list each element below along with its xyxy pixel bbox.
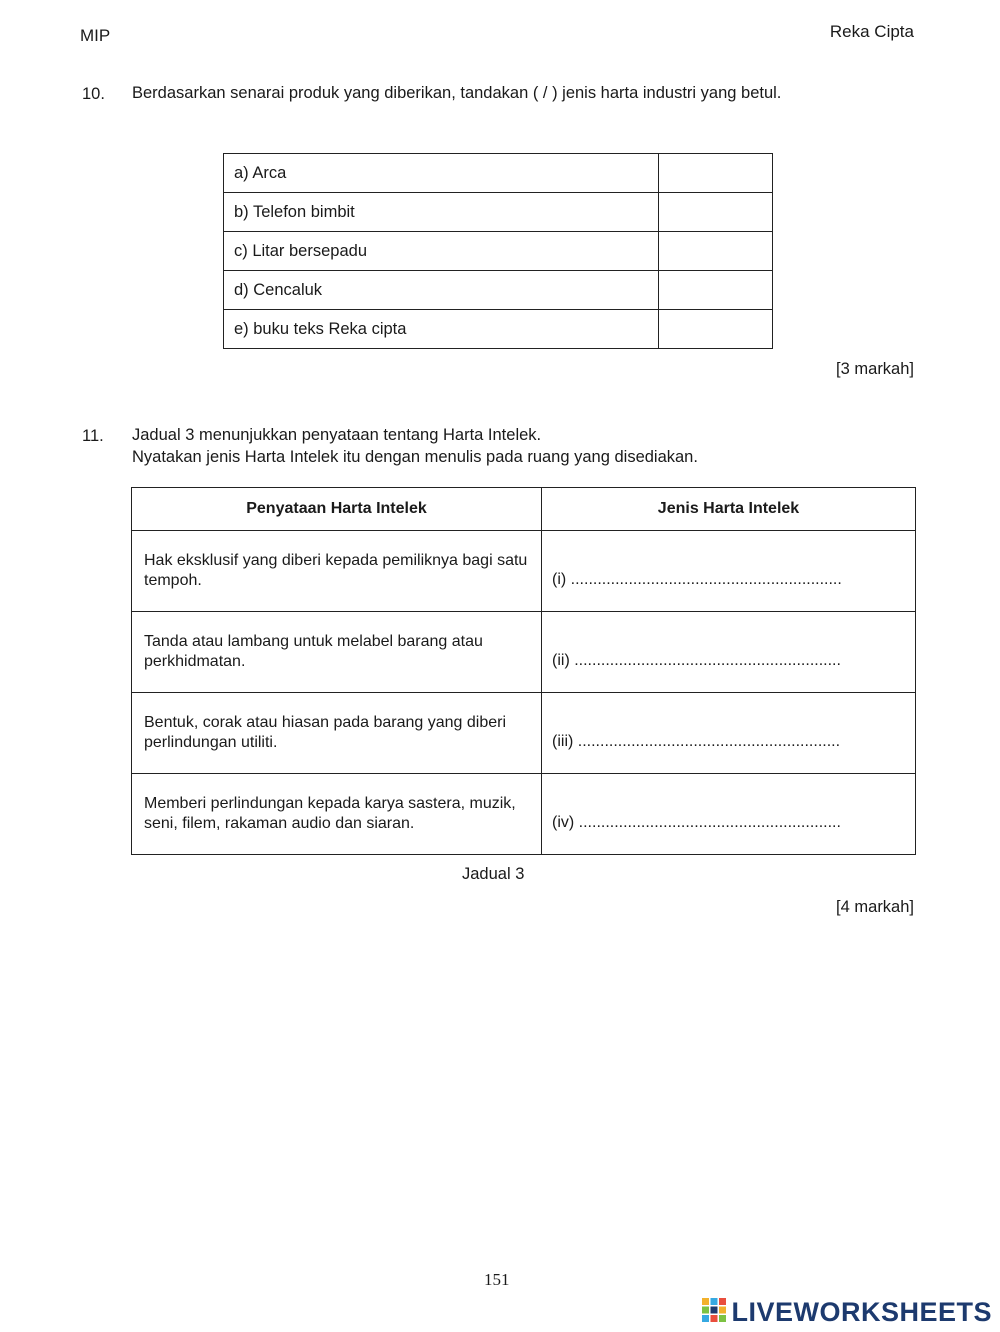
- table-row: [224, 154, 773, 193]
- table-row: [132, 531, 916, 612]
- page-number: 151: [484, 1270, 510, 1289]
- q11-line2: Nyatakan jenis Harta Intelek itu dengan menulis pada ruang yang disediakan.: [132, 448, 698, 466]
- q11-line1: Jadual 3 menunjukkan penyataan tentang Harta Intelek.: [132, 426, 542, 444]
- watermark-text: LIVEWORKSHEETS: [731, 1296, 992, 1327]
- answer-blank[interactable]: [542, 693, 916, 774]
- table-caption: Jadual 3: [462, 865, 525, 883]
- q10-item: b) Telefon bimbit: [224, 193, 659, 232]
- q10-answer-cell[interactable]: [659, 271, 773, 310]
- q11-table: [131, 487, 916, 855]
- answer-blank-label: (i) .............................................................: [552, 571, 842, 588]
- statement-cell: Hak eksklusif yang diberi kepada pemiliknya bagi satu tempoh.: [132, 531, 542, 612]
- answer-blank[interactable]: [542, 612, 916, 693]
- column-header-statement: Penyataan Harta Intelek: [132, 488, 542, 531]
- q10-marks: [3 markah]: [836, 360, 914, 378]
- header-right: Reka Cipta: [829, 22, 914, 41]
- answer-blank-label: (ii) ............................................................: [552, 652, 841, 669]
- answer-blank[interactable]: [542, 531, 916, 612]
- table-row: [224, 271, 773, 310]
- table-row: [224, 232, 773, 271]
- q10-item: a) Arca: [224, 154, 659, 193]
- q10-answer-cell[interactable]: [659, 154, 773, 193]
- q10-item: d) Cencaluk: [224, 271, 659, 310]
- answer-blank[interactable]: [542, 774, 916, 855]
- statement-cell: Tanda atau lambang untuk melabel barang atau perkhidmatan.: [132, 612, 542, 693]
- table-row: [224, 310, 773, 349]
- column-header-type: Jenis Harta Intelek: [542, 488, 916, 531]
- q11-number: 11.: [82, 427, 104, 445]
- table-row: [132, 774, 916, 855]
- statement-cell: Bentuk, corak atau hiasan pada barang yang diberi perlindungan utiliti.: [132, 693, 542, 774]
- q10-text: Berdasarkan senarai produk yang diberikan, tandakan ( / ) jenis harta industri yang betul.: [132, 84, 782, 102]
- table-row: [132, 693, 916, 774]
- q10-number: 10.: [82, 85, 105, 103]
- table-header-row: [132, 488, 916, 531]
- q10-answer-cell[interactable]: [659, 310, 773, 349]
- table-row: [132, 612, 916, 693]
- q10-answer-cell[interactable]: [659, 193, 773, 232]
- q10-item: e) buku teks Reka cipta: [224, 310, 659, 349]
- liveworksheets-logo-icon: [701, 1297, 727, 1328]
- answer-blank-label: (iii) ...........................................................: [552, 733, 841, 750]
- statement-cell: Memberi perlindungan kepada karya sastera, muzik, seni, filem, rakaman audio dan siaran.: [132, 774, 542, 855]
- header-left: MIP: [80, 26, 111, 45]
- watermark: [701, 1296, 992, 1328]
- q10-item: c) Litar bersepadu: [224, 232, 659, 271]
- answer-blank-label: (iv) ...........................................................: [552, 814, 841, 831]
- q10-answer-cell[interactable]: [659, 232, 773, 271]
- q10-table: [223, 153, 773, 349]
- table-row: [224, 193, 773, 232]
- q11-marks: [4 markah]: [836, 898, 914, 916]
